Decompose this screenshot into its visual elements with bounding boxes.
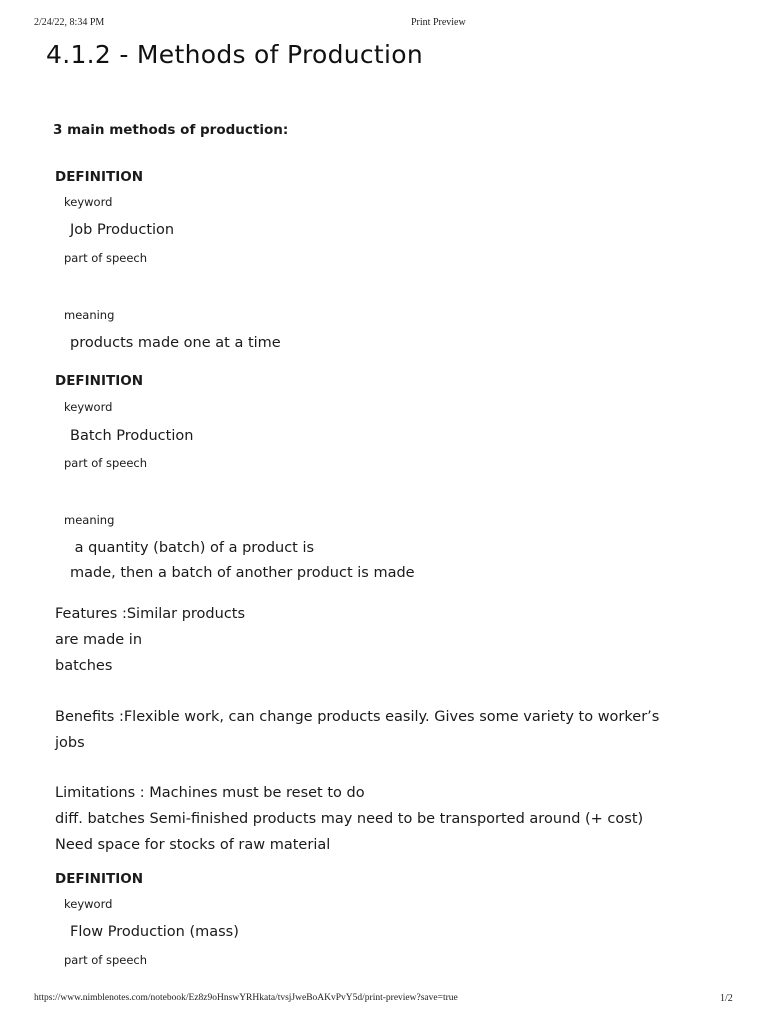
print-page-number: 1/2 [720,993,733,1004]
print-url: https://www.nimblenotes.com/notebook/Ez8z9oHnswYRHkata/tvsjJweBoAKvPvY5d/print-preview?save=true [34,993,458,1003]
part-of-speech-label: part of speech [64,953,148,967]
definition-heading: DEFINITION [55,169,144,185]
meaning-label: meaning [64,513,115,527]
keyword-value: Batch Production [70,428,194,444]
keyword-value: Flow Production (mass) [70,924,239,940]
limitations-line: Need space for stocks of raw material [55,837,331,853]
print-datetime: 2/24/22, 8:34 PM [34,17,105,28]
page-title: 4.1.2 - Methods of Production [46,40,424,69]
subtitle: 3 main methods of production: [53,122,289,138]
definition-heading: DEFINITION [55,871,144,887]
benefits-line: Benefits :Flexible work, can change products easily. Gives some variety to worker’s [55,709,660,725]
meaning-label: meaning [64,308,115,322]
print-page-title: Print Preview [411,17,466,28]
meaning-value: products made one at a time [70,335,281,351]
meaning-value: a quantity (batch) of a product is [70,540,315,556]
limitations-line: Limitations : Machines must be reset to do [55,785,365,801]
keyword-label: keyword [64,195,113,209]
keyword-label: keyword [64,400,113,414]
features-line: are made in [55,632,143,648]
keyword-label: keyword [64,897,113,911]
part-of-speech-label: part of speech [64,251,148,265]
limitations-line: diff. batches Semi-finished products may need to be transported around (+ cost) [55,811,644,827]
part-of-speech-label: part of speech [64,456,148,470]
keyword-value: Job Production [70,222,175,238]
definition-heading: DEFINITION [55,373,144,389]
features-line: batches [55,658,113,674]
features-line: Features :Similar products [55,606,246,622]
meaning-value: made, then a batch of another product is made [70,565,415,581]
benefits-line: jobs [55,735,85,751]
